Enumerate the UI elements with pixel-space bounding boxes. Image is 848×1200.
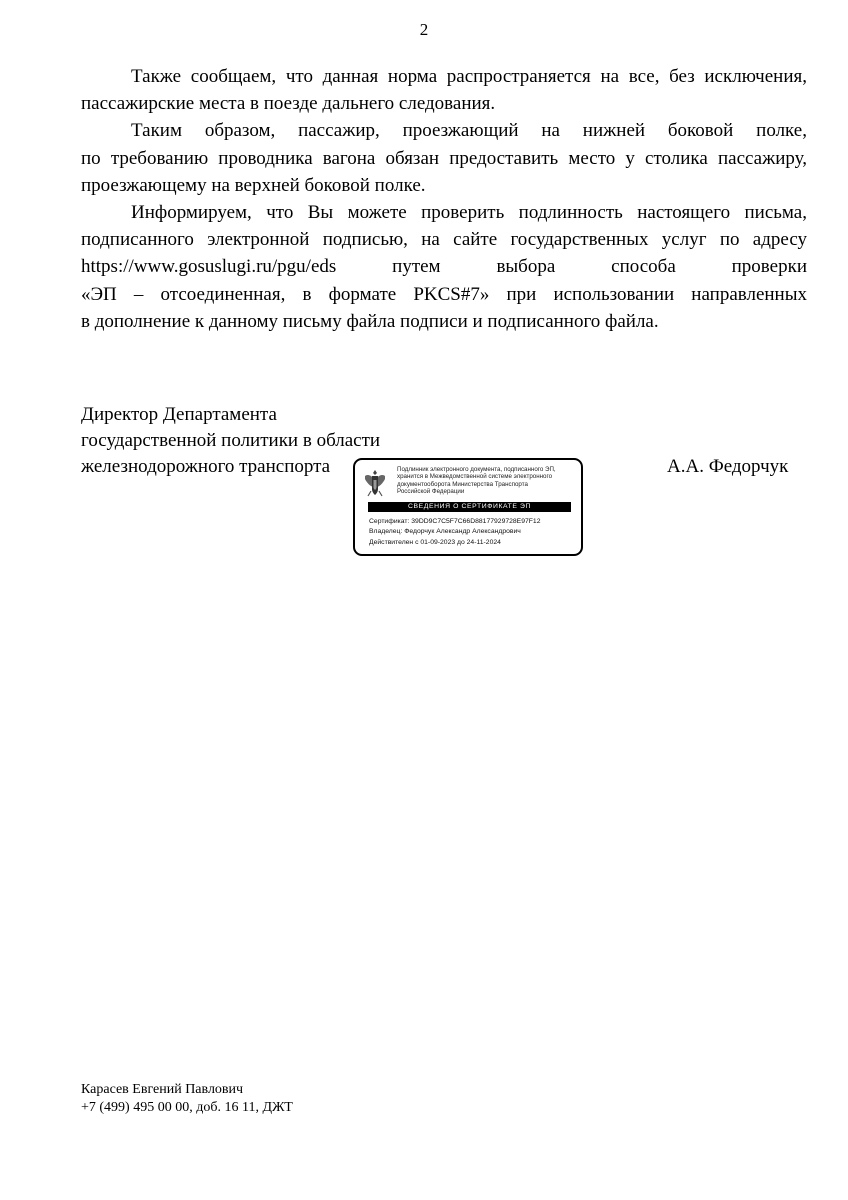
paragraph-line: Таким образом, пассажир, проезжающий на нижней боковой полке,	[131, 120, 807, 142]
paragraph-line: по требованию проводника вагона обязан предоставить место у столика пассажиру,	[81, 147, 807, 169]
signer-title	[81, 402, 380, 480]
paragraph-line-with-link: https://www.gosuslugi.ru/pgu/eds путем выбора способа проверки	[81, 256, 807, 278]
paragraph-3	[81, 199, 807, 335]
paragraph-line: подписанного электронной подписью, на сайте государственных услуг по адресу	[81, 229, 807, 251]
executor-footer	[81, 1081, 293, 1117]
electronic-signature-stamp	[353, 458, 583, 556]
stamp-header-line: документооборота Министерства Транспорта	[397, 480, 528, 488]
signer-title-line: государственной политики в области	[81, 430, 381, 451]
signer-title-line: железнодорожного транспорта	[81, 456, 331, 477]
paragraph-line: проезжающему на верхней боковой полке.	[81, 174, 426, 196]
certificate-validity: Действителен с 01-09-2023 до 24-11-2024	[369, 538, 501, 546]
stamp-header-line: Российской Федерации	[397, 488, 465, 496]
signer-title-line: Директор Департамента	[81, 404, 277, 425]
page-number: 2	[419, 20, 429, 39]
paragraph-line: в дополнение к данному письму файла подписи и подписанного файла.	[81, 310, 659, 332]
stamp-header-line: Подлинник электронного документа, подписанного ЭП,	[397, 466, 556, 473]
paragraph-line: Также сообщаем, что данная норма распространяется на все, без исключения,	[131, 66, 807, 87]
executor-phone: +7 (499) 495 00 00, доб. 16 11, ДЖТ	[81, 1100, 293, 1115]
stamp-header	[397, 466, 579, 496]
paragraph-2	[81, 117, 807, 199]
paragraph-line: «ЭП – отсоединенная, в формате PKCS#7» при использовании направленных	[81, 283, 807, 305]
paragraph-line: Информируем, что Вы можете проверить подлинность настоящего письма,	[131, 202, 807, 224]
paragraph-1	[81, 63, 807, 117]
certificate-owner: Владелец: Федорчук Александр Александрович	[369, 528, 521, 536]
signer-name: А.А. Федорчук	[667, 456, 789, 477]
certificate-number: Сертификат: 39DD9C7C5F7C66D88177929728E97F12	[369, 518, 541, 525]
executor-name: Карасев Евгений Павлович	[81, 1082, 244, 1097]
stamp-certificate-details	[369, 517, 579, 548]
russian-coat-of-arms-icon	[362, 467, 388, 499]
paragraph-line: пассажирские места в поезде дальнего следования.	[81, 93, 496, 115]
stamp-certificate-bar: СВЕДЕНИЯ О СЕРТИФИКАТЕ ЭП	[368, 502, 571, 512]
letter-body	[81, 63, 807, 335]
stamp-header-line: хранится в Межведомственной системе электронного	[397, 473, 553, 481]
